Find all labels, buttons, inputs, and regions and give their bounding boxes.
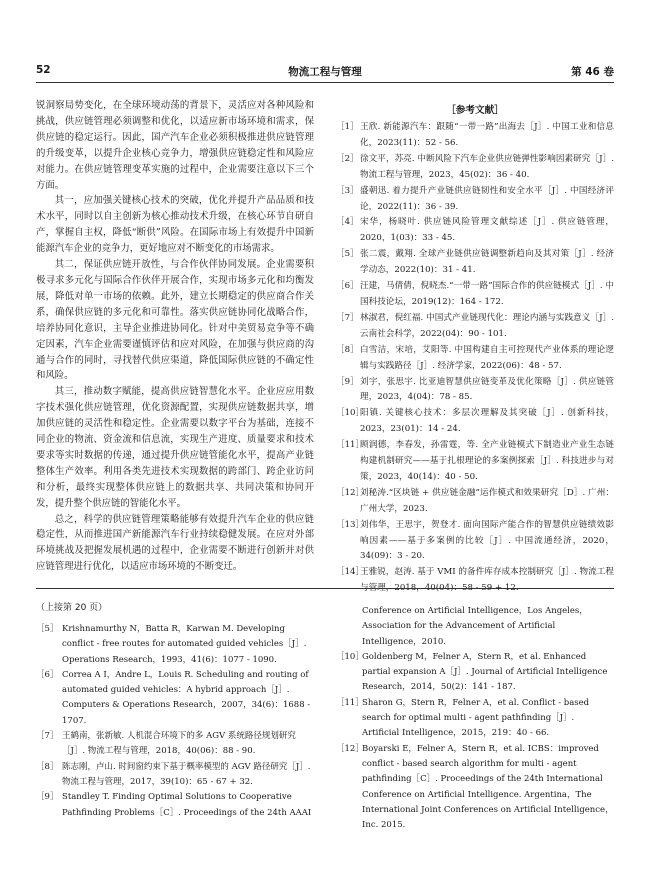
continued-label: （上接第 20 页） <box>36 603 108 613</box>
reference-text: 刘宇，张思宇. 比亚迪智慧供应链变革及优化策略［J］. 供应链管理，2023，4(04)：78 - 85. <box>360 376 614 403</box>
reference-text: Conference on Artificial Intelligence，Los Angeles，Association for the Advancement of Artificial Intelligence，2010. <box>362 606 588 647</box>
reference-text: 阳镇. 关键核心技术：多层次理解及其突破［J］. 创新科技，2023，23(01)：14 - 24. <box>360 408 614 435</box>
reference-number: ［10］ <box>336 651 364 662</box>
reference-number: ［11］ <box>336 440 365 451</box>
body-paragraph: 总之，科学的供应链管理策略能够有效提升汽车企业的供应链稳定性，从而推进国产新能源汽车行业持续稳健发展。在应对外部环境挑战及把握发展机遇的过程中，企业需要不断进行创新并对供应链管理进行优化，以适应市场环境的不断变迁。 <box>36 513 314 573</box>
reference-text: Correa A I，Andre L，Louis R. Scheduling and routing of automated guided vehicles：A hybrid approach［J］. Computers & Operations Research，2007，34(6)：1688 - 1707. <box>62 669 311 726</box>
reference-number: ［10］ <box>336 408 365 419</box>
reference-text: 王雅锐，赵涛. 基于 VMI 的备件库存成本控制研究［J］. 物流工程与管理，2018，40(04)：58 - 59 + 12. <box>360 567 614 594</box>
reference-item <box>36 622 314 668</box>
reference-text: 王鹤南，张新敏. 人机混合环境下的多 AGV 系统路径规划研究［J］. 物流工程与管理，2018，40(06)：88 - 90. <box>62 731 296 757</box>
continued-refs-left <box>36 622 314 821</box>
reference-item <box>336 650 614 696</box>
reference-number: ［9］ <box>36 792 59 803</box>
section-divider <box>36 588 614 589</box>
reference-number: ［5］ <box>36 624 59 634</box>
reference-text: 顾润德，李春发，孙雷霆，等. 全产业链模式下制造业产业生态链构建机制研究——基于扎根理论的多案例探索［J］. 科技进步与对策，2023，40(14)：40 - 50. <box>360 440 614 482</box>
reference-number: ［6］ <box>36 669 59 680</box>
reference-number: ［7］ <box>36 731 59 742</box>
reference-text: Sharon G，Stern R，Felner A，et al. Conflict - based search for optimal multi - agent pathfinding［J］. Artificial Intelligence，2015，219：40 - 66. <box>362 697 590 739</box>
reference-item <box>336 696 614 742</box>
reference-number: ［9］ <box>336 376 359 387</box>
reference-item <box>336 375 614 407</box>
reference-number: ［8］ <box>36 761 59 772</box>
reference-text: Krishnamurthy N，Batta R，Karwan M. Developing conflict - free routes for automated guided vehicles［J］. Operations Research，1993，41(6)：1077 - 1090. <box>62 624 307 665</box>
reference-number: ［11］ <box>336 697 364 708</box>
reference-item <box>36 760 314 791</box>
reference-text: 刘伟华，王思宇，贺登才. 面向国际产能合作的智慧供应链绩效影响因素——基于多案例的比较［J］. 中国流通经济，2020，34(09)：3 - 20. <box>360 519 614 562</box>
reference-text: 林淑君，倪红福. 中国式产业链现代化：理论内涵与实践意义［J］. 云南社会科学，2022(04)：90 - 101. <box>360 312 614 339</box>
body-paragraph: 锐洞察局势变化，在全球环境动荡的背景下，灵活应对各种风险和挑战，供应链管理必须调整和优化，以适应新市场环境和需求，保供应链的稳定运行。因此，国产汽车企业必须积极推进供应链管理的升级变革，以提升企业核心竞争力，增强供应链稳定性和风险应对能力。在供应链管理变革实施的过程中，企业需要注意以下三个方面。 <box>36 100 314 191</box>
reference-item <box>336 343 614 375</box>
reference-number: ［6］ <box>336 281 359 292</box>
continued-refs-right <box>336 604 614 833</box>
reference-item <box>36 790 314 821</box>
reference-item <box>36 729 314 760</box>
reference-text: 徐文平，苏亮. 中断风险下汽车企业供应链弹性影响因素研究［J］. 物流工程与管理，2023，45(02)：36 - 40. <box>360 153 614 180</box>
main-text-column <box>36 98 314 575</box>
reference-item <box>336 120 614 152</box>
reference-text: 白雪洁，宋培，艾阳等. 中国构建自主可控现代产业体系的理论逻辑与实践路径［J］. 经济学家，2022(06)：48 - 57. <box>360 344 614 371</box>
reference-number: ［3］ <box>336 185 359 196</box>
reference-text: Goldenberg M，Felner A，Stern R，et al. Enhanced partial expansion A［J］. Journal of Artificial Intelligence Research，2014，50(2)：141 - 187. <box>362 651 608 693</box>
reference-text: 盛朝迅. 着力提升产业链供应链韧性和安全水平［J］. 中国经济评论，2022(11)：36 - 39. <box>360 185 614 212</box>
volume-label: 第 46 卷 <box>571 66 614 78</box>
reference-number: ［13］ <box>336 519 365 530</box>
reference-item <box>336 604 614 650</box>
references-list <box>336 120 614 597</box>
reference-item <box>336 406 614 438</box>
reference-number: ［12］ <box>336 487 365 498</box>
reference-text: 汪建，马倩倩，倪晓杰.“一带一路”国际合作的供应链模式［J］. 中国科技论坛，2019(12)：164 - 172. <box>360 281 614 307</box>
journal-title: 物流工程与管理 <box>288 66 362 78</box>
reference-item <box>336 486 614 518</box>
reference-item <box>336 311 614 343</box>
body-paragraph: 其一，应加强关键核心技术的突破，优化并提升产品品质和技术水平，同时以自主创新为核心推动技术升级，在核心环节自研自产，掌握自主权，降低“断供”风险。在国际市场上有效提升中国新能源汽车企业的竞争力，更好地应对不断变化的市场需求。 <box>36 195 314 255</box>
reference-text: 刘秘涛.“区块链 + 供应链金融”运作模式和效果研究［D］. 广州：广州大学，2023. <box>360 487 614 514</box>
page-header <box>36 64 614 80</box>
references-heading: ［参考文献］ <box>446 105 504 116</box>
reference-number: ［7］ <box>336 312 359 323</box>
reference-item <box>336 247 614 279</box>
reference-item <box>336 152 614 184</box>
reference-text: 张二震，戴翔. 全球产业链供应链调整新趋向及其对策［J］. 经济学动态，2022(10)：31 - 41. <box>360 249 614 276</box>
reference-item <box>336 565 614 597</box>
reference-text: 宋华，杨晓叶. 供应链风险管理文献综述［J］. 供应链管理，2020，1(03)：33 - 45. <box>360 217 614 244</box>
page-number: 52 <box>36 64 51 76</box>
reference-number: ［12］ <box>336 743 364 754</box>
body-paragraph: 其二，保证供应链开放性，与合作伙伴协同发展。企业需要积极寻求多元化与国际合作伙伴开展合作，实现市场多元化和均衡发展，降低对单一市场的依赖。此外，建立长期稳定的供应商合作关系，确保供应链的多元化和可靠性。落实供应链协同化战略合作，培养协同化意识，主导企业推进协同化。针对中美贸易竞争等不确定因素，汽车企业需要谨慎评估和应对风险，在加强与供应商的沟通与合作的同时，寻找替代供应渠道，降低国际供应链的不确定性和风险。 <box>36 259 314 382</box>
reference-text: 王欣. 新能源汽车：跟随“一带一路”出海去［J］. 中国工业和信息化，2023(11)：52 - 56. <box>360 122 614 148</box>
reference-item <box>336 518 614 566</box>
reference-text: 陈志刚，卢山. 时间窗约束下基于概率模型的 AGV 路径研究［J］. 物流工程与管理，2017，39(10)：65 - 67 + 32. <box>62 761 311 787</box>
body-paragraph: 其三，推动数字赋能，提高供应链智慧化水平。企业应应用数字技术强化供应链管理，优化资源配置，实现供应链数据共享，增加供应链的灵活性和稳定性。企业需要以数字平台为基础，连接不同企业的物流、资金流和信息流，实现生产进度、质量要求和技术要求等实时数据的传递，通过提升供应链管能化水平，提高产业链整体生产效率。利用各类先进技术实现数据的跨部门、跨企业访问和分析，最终实现整体供应链上的数据共享、共同决策和协同开发，提升整个供应链的智能化水平。 <box>36 386 314 509</box>
reference-item <box>36 668 314 729</box>
reference-item <box>336 215 614 247</box>
reference-item <box>336 279 614 311</box>
reference-item <box>336 184 614 216</box>
reference-number: ［4］ <box>336 217 359 228</box>
reference-number: ［2］ <box>336 153 359 164</box>
reference-item <box>336 742 614 834</box>
reference-text: Standley T. Finding Optimal Solutions to Cooperative Pathfinding Problems［C］. Proceedings of the 24th AAAI <box>62 792 312 818</box>
reference-number: ［14］ <box>336 567 365 578</box>
reference-text: Boyarski E，Felner A，Stern R，et al. ICBS：improved conflict - based search algorithm for multi - agent pathfinding［C］. Proceedings of the 24th International Conference on Artificial Intelligence. Argentina，The International Joint Conferences on Artificial Intelligence，Inc. 2015. <box>362 743 614 831</box>
reference-number: ［8］ <box>336 344 359 355</box>
header-rule <box>36 82 614 83</box>
reference-item <box>336 438 614 486</box>
reference-number: ［1］ <box>336 122 359 132</box>
reference-number: ［5］ <box>336 249 359 260</box>
